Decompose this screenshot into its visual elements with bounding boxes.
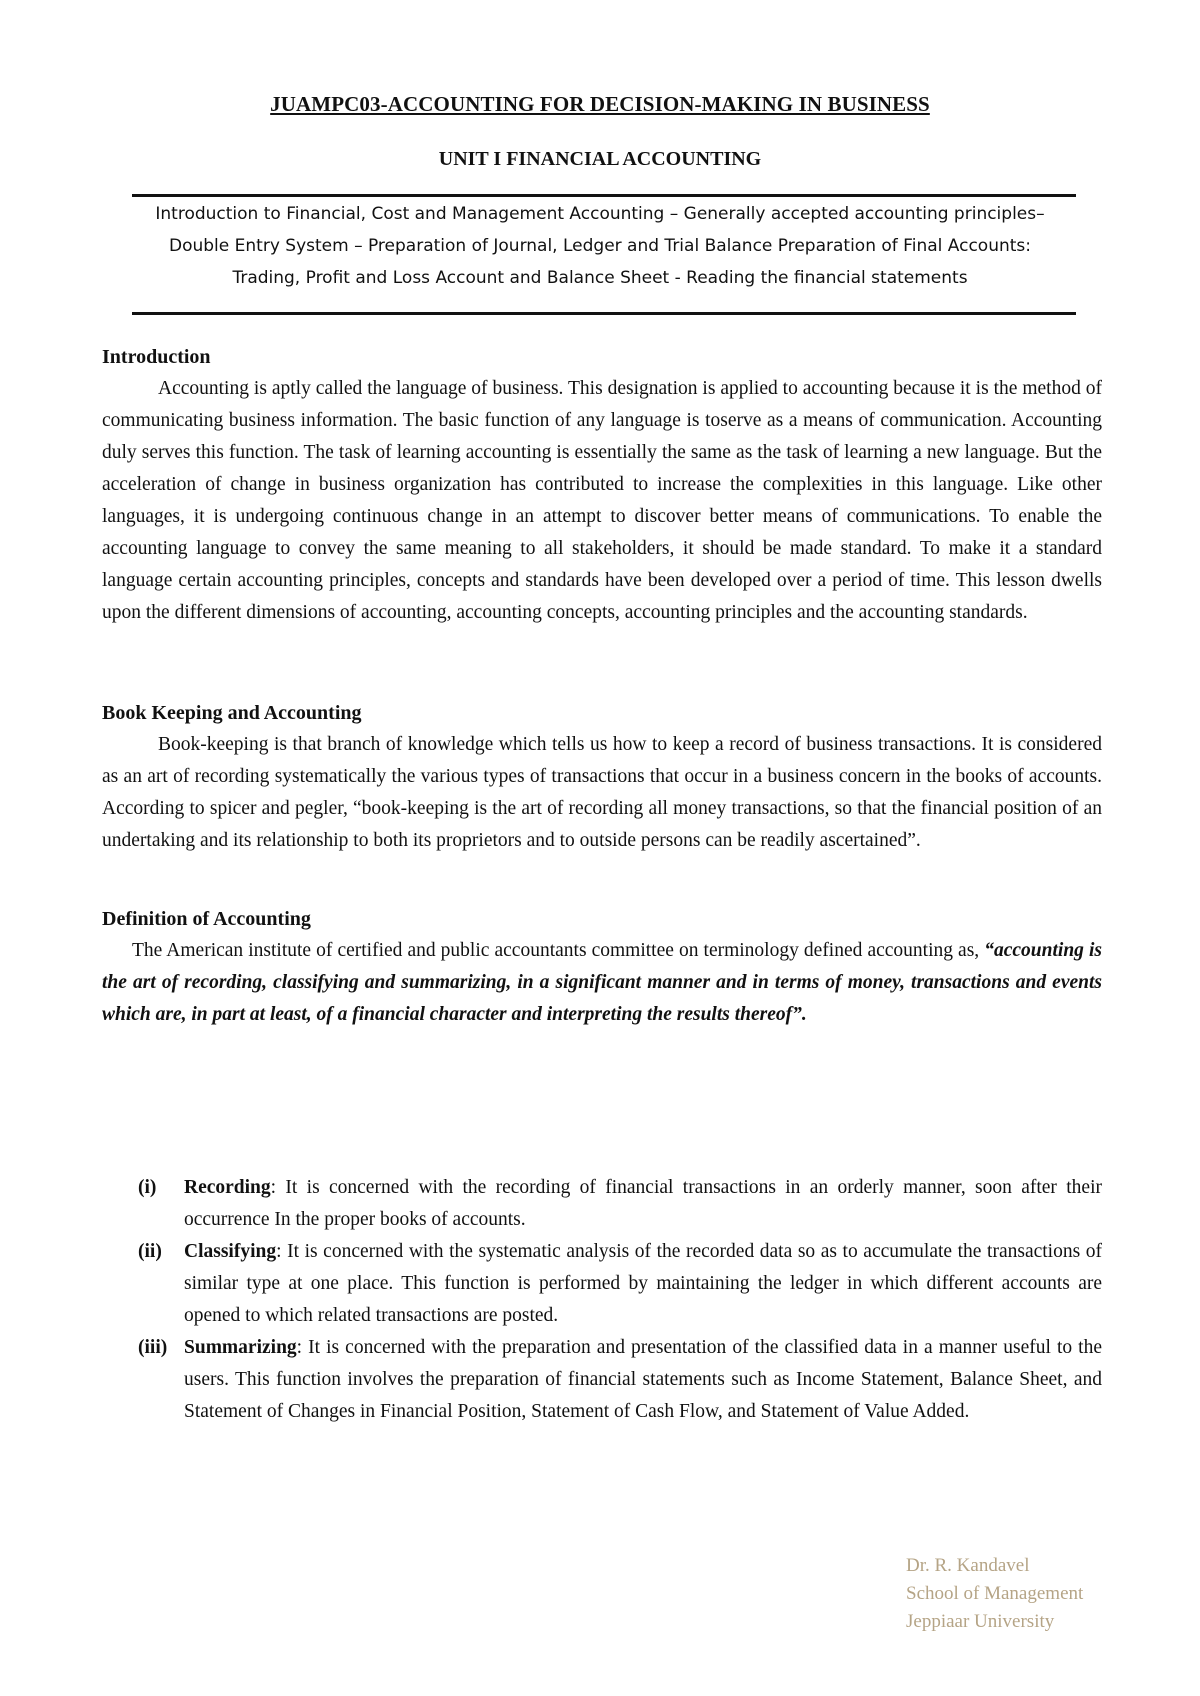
definition-section bbox=[102, 903, 1102, 1031]
author-block bbox=[906, 1552, 1083, 1636]
bookkeeping-heading: Book Keeping and Accounting bbox=[102, 702, 362, 724]
unit-title: UNIT I FINANCIAL ACCOUNTING bbox=[438, 148, 762, 170]
list-item-term: Classifying bbox=[184, 1241, 277, 1262]
definition-quote: “accounting is the art of recording, classifying and summarizing, in a significant manner and in terms of money, transactions and events which are, in part at least, of a financial character and interpreting the results thereof”. bbox=[102, 940, 1103, 1025]
definition-heading: Definition of Accounting bbox=[102, 908, 311, 930]
list-item-text bbox=[184, 1172, 1102, 1236]
syllabus-line: Introduction to Financial, Cost and Management Accounting – Generally accepted accounting principles– bbox=[155, 204, 1045, 224]
list-item-description: : It is concerned with the recording of financial transactions in an orderly manner, soon after their occurrence In the proper books of accounts. bbox=[184, 1177, 1102, 1230]
top-rule bbox=[132, 194, 1076, 197]
bookkeeping-paragraph: Book-keeping is that branch of knowledge which tells us how to keep a record of business transactions. It is considered as an art of recording systematically the various types of transactions that occur in a business concern in the books of accounts. According to spicer and pegler, “book-keeping is the art of recording all money transactions, so that the financial position of an undertaking and its relationship to both its proprietors and to outside persons can be readily ascertained”. bbox=[102, 734, 1102, 851]
bottom-rule bbox=[132, 312, 1076, 315]
syllabus-line: Trading, Profit and Loss Account and Balance Sheet - Reading the financial statements bbox=[232, 268, 968, 288]
list-item bbox=[138, 1236, 1102, 1332]
author-name: Dr. R. Kandavel bbox=[906, 1555, 1030, 1576]
list-item-term: Recording bbox=[184, 1177, 271, 1198]
list-item bbox=[138, 1332, 1102, 1428]
introduction-heading: Introduction bbox=[102, 346, 211, 368]
list-item-number: (iii) bbox=[138, 1337, 168, 1358]
list-item-term: Summarizing bbox=[184, 1337, 297, 1358]
definition-lead: The American institute of certified and public accountants committee on terminology defined accounting as, bbox=[132, 940, 985, 961]
accounting-functions-list bbox=[138, 1172, 1102, 1428]
list-item-description: : It is concerned with the systematic analysis of the recorded data so as to accumulate the transactions of similar type at one place. This function is performed by maintaining the ledger in which different accounts are opened to which related transactions are posted. bbox=[184, 1241, 1102, 1326]
list-item-text bbox=[184, 1332, 1102, 1428]
course-title: JUAMPC03-ACCOUNTING FOR DECISION-MAKING IN BUSINESS bbox=[270, 92, 930, 116]
list-item-description: : It is concerned with the preparation and presentation of the classified data in a manner useful to the users. This function involves the preparation of financial statements such as Income Statement, Balance Sheet, and Statement of Changes in Financial Position, Statement of Cash Flow, and Statement of Value Added. bbox=[184, 1337, 1102, 1422]
author-university: Jeppiaar University bbox=[906, 1611, 1055, 1632]
list-item-text bbox=[184, 1236, 1102, 1332]
definition-paragraph bbox=[102, 935, 1102, 1031]
list-item-number: (i) bbox=[138, 1177, 157, 1198]
introduction-section bbox=[102, 341, 1102, 629]
syllabus-block bbox=[140, 198, 1060, 294]
introduction-paragraph: Accounting is aptly called the language of business. This designation is applied to accounting because it is the method of communicating business information. The basic function of any language is toserve as a means of communication. Accounting duly serves this function. The task of learning accounting is essentially the same as the task of learning a new language. But the acceleration of change in business organization has contributed to increase the complexities in this language. Like other languages, it is undergoing continuous change in an attempt to discover better means of communications. To enable the accounting language to convey the same meaning to all stakeholders, it should be made standard. To make it a standard language certain accounting principles, concepts and standards have been developed over a period of time. This lesson dwells upon the different dimensions of accounting, accounting concepts, accounting principles and the accounting standards. bbox=[102, 378, 1102, 623]
author-department: School of Management bbox=[906, 1583, 1084, 1604]
list-item-number: (ii) bbox=[138, 1241, 162, 1262]
bookkeeping-section bbox=[102, 697, 1102, 857]
list-item bbox=[138, 1172, 1102, 1236]
syllabus-line: Double Entry System – Preparation of Journal, Ledger and Trial Balance Preparation of Final Accounts: bbox=[169, 236, 1031, 256]
